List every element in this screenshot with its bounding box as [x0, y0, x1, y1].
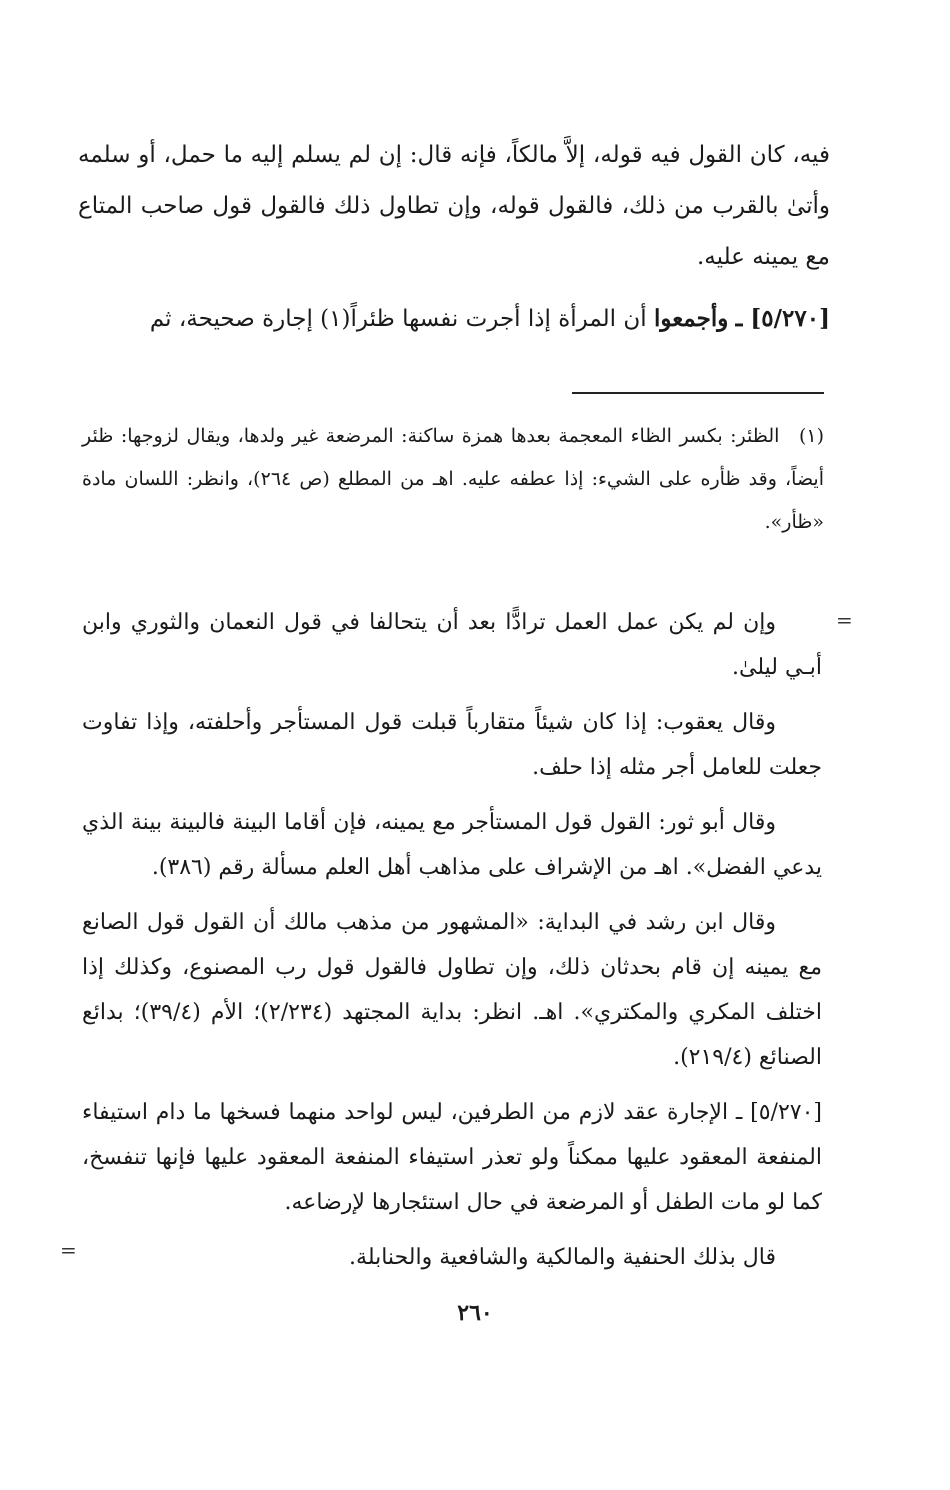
- main-text: [78, 130, 830, 355]
- ruling-text: أن المرأة إذا أجرت نفسها ظئراً(١) إجارة صحيحة، ثم: [149, 306, 647, 332]
- ruling-ref: [٥/٢٧٠] ـ: [735, 305, 830, 332]
- note-5: [٥/٢٧٠] ـ الإجارة عقد لازم من الطرفين، ليس لواحد منهما فسخها ما دام استيفاء المنفعة المعقود عليها ممكناً ولو تعذر استيفاء المنفعة المعقود عليها فإنها تنفسخ، كما لو مات الطفل أو المرضعة في حال استئجارها لإرضاعه.: [82, 1100, 822, 1215]
- paragraph-1: فيه، كان القول فيه قوله، إلاَّ مالكاً، فإنه قال: إن لم يسلم إليه ما حمل، أو سلمه وأتىٰ بالقرب من ذلك، فالقول قوله، وإن تطاول ذلك فالقول قول صاحب المتاع مع يمينه عليه.: [78, 142, 830, 270]
- footnote: [82, 415, 824, 544]
- footnote-separator: [572, 392, 824, 394]
- note-3: وقال أبو ثور: القول قول المستأجر مع يمينه، فإن أقاما البينة فالبينة بينة الذي يدعي الفضل». اهـ من الإشراف على مذاهب أهل العلم مسألة رقم (٣٨٦).: [82, 810, 822, 880]
- footnote-text: الظئر: بكسر الظاء المعجمة بعدها همزة ساكنة: المرضعة غير ولدها، ويقال لزوجها: ظئر أيضاً، وقد ظأره على الشيء: إذا عطفه عليه. اهـ من المطلع (ص ٢٦٤)، وانظر: اللسان مادة «ظأر».: [82, 425, 825, 533]
- continuation-notes: [82, 600, 822, 1290]
- continuation-marker-top: =: [836, 608, 853, 632]
- note-1: وإن لم يكن عمل العمل ترادًّا بعد أن يتحالفا في قول النعمان والثوري وابن أبـي ليلىٰ.: [82, 610, 822, 680]
- page-number: ٢٦٠: [457, 1300, 493, 1326]
- continuation-marker-bottom: =: [60, 1238, 77, 1262]
- paragraph-2: [78, 293, 830, 345]
- note-6: قال بذلك الحنفية والمالكية والشافعية والحنابلة.: [349, 1245, 776, 1270]
- footnote-number: (١): [798, 425, 824, 447]
- note-4: وقال ابن رشد في البداية: «المشهور من مذهب مالك أن القول قول الصانع مع يمينه إن قام بحدثان ذلك، وإن تطاول فالقول قول رب المصنوع، وكذلك إذا اختلف المكري والمكتري». اهـ. انظر: بداية المجتهد (٢/٢٣٤)؛ الأم (٣٩/٤)؛ بدائع الصنائع (٢١٩/٤).: [82, 910, 823, 1070]
- note-2: وقال يعقوب: إذا كان شيئاً متقارباً قبلت قول المستأجر وأحلفته، وإذا تفاوت جعلت للعامل أجر مثله إذا حلف.: [82, 710, 822, 780]
- ruling-keyword: وأجمعوا: [653, 305, 729, 332]
